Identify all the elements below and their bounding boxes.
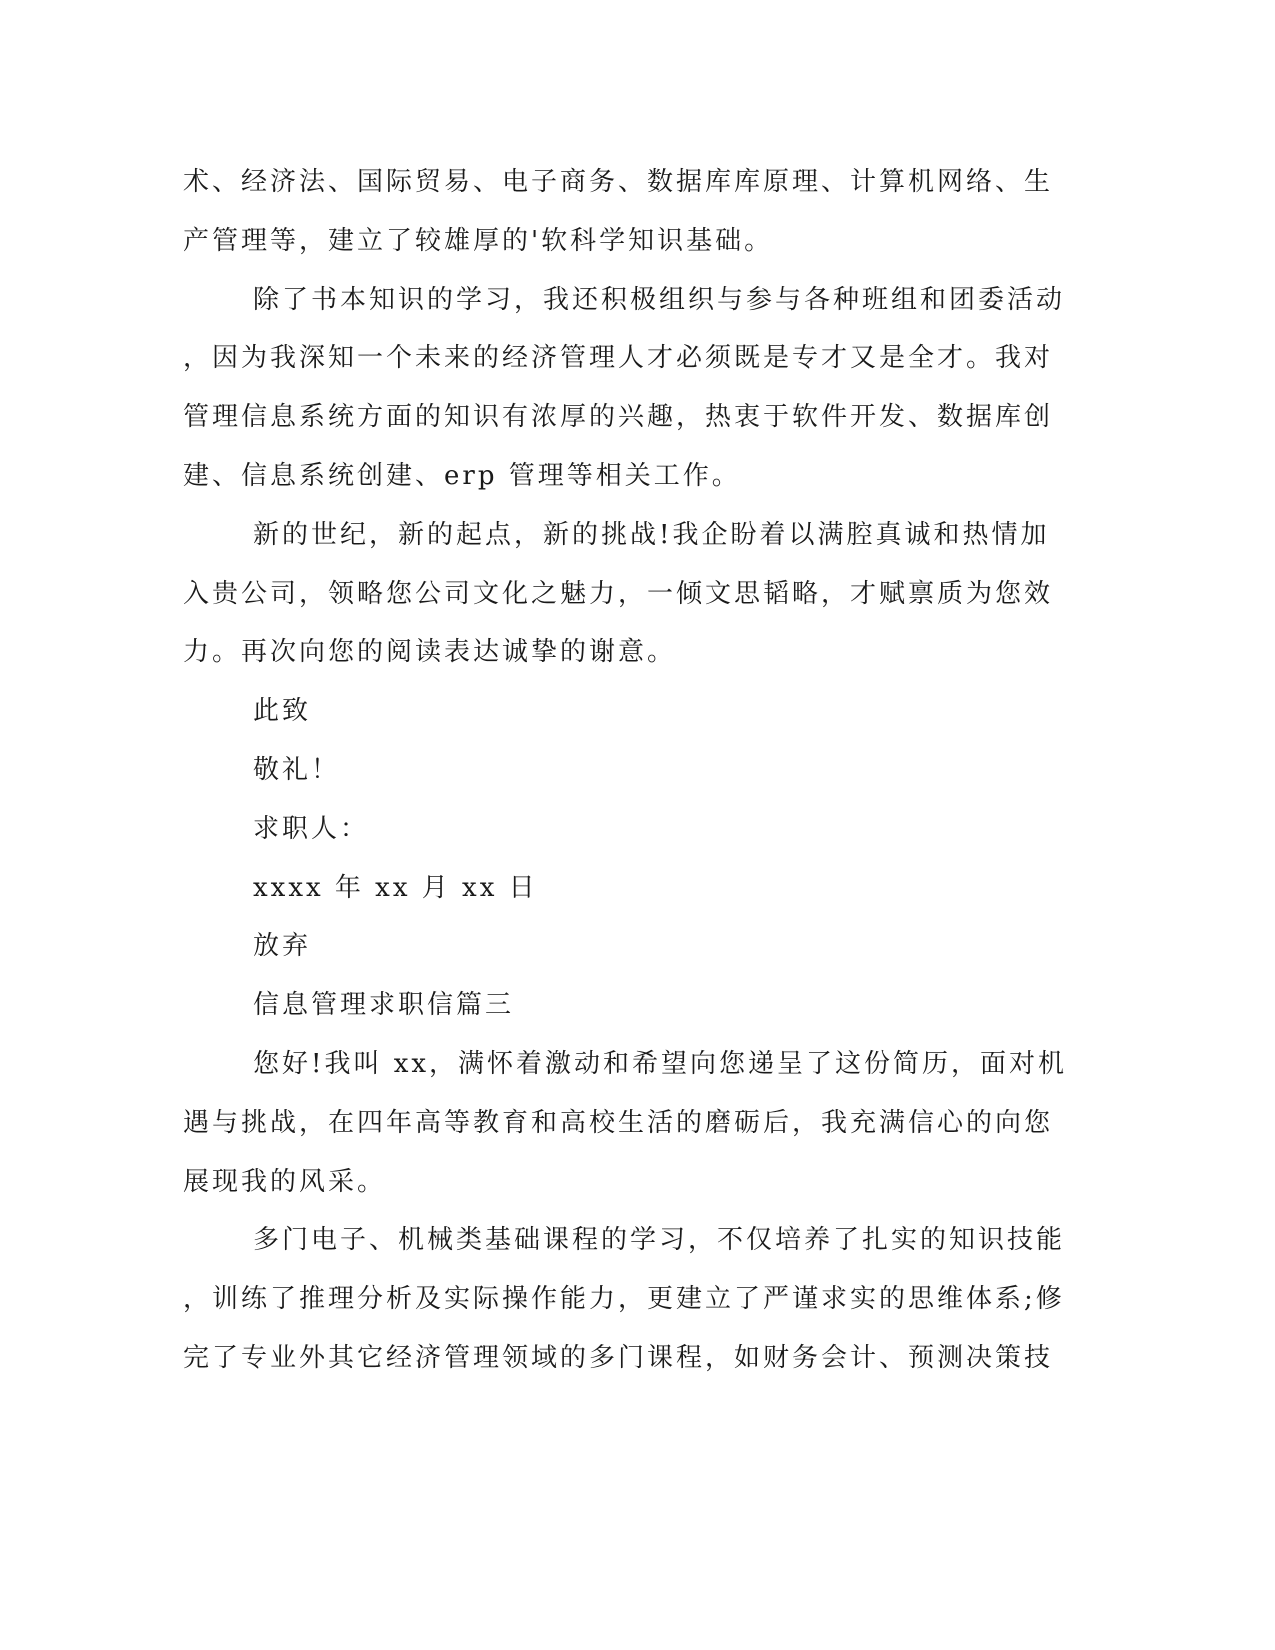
- paragraph-line: 入贵公司，领略您公司文化之魅力，一倾文思韬略，才赋禀质为您效: [183, 578, 1054, 609]
- paragraph-line: ，训练了推理分析及实际操作能力，更建立了严谨求实的思维体系;修: [183, 1284, 1065, 1315]
- closing-regards: 敬礼！: [253, 754, 341, 785]
- paragraph-line: 完了专业外其它经济管理领域的多门课程，如财务会计、预测决策技: [183, 1342, 1054, 1373]
- paragraph-line: 展现我的风采。: [183, 1166, 387, 1197]
- paragraph-line: 建、信息系统创建、erp 管理等相关工作。: [183, 460, 741, 491]
- paragraph-line: 放弃: [253, 931, 312, 962]
- paragraph-line: 新的世纪，新的起点，新的挑战!我企盼着以满腔真诚和热情加: [253, 519, 1050, 550]
- date-line: xxxx 年 xx 月 xx 日: [253, 872, 538, 903]
- paragraph-line: 管理信息系统方面的知识有浓厚的兴趣，热衷于软件开发、数据库创: [183, 402, 1054, 433]
- closing-salutation: 此致: [253, 696, 312, 727]
- section-heading: 信息管理求职信篇三: [253, 990, 515, 1021]
- paragraph-line: 术、经济法、国际贸易、电子商务、数据库库原理、计算机网络、生: [183, 167, 1054, 197]
- paragraph-line: 除了书本知识的学习，我还积极组织与参与各种班组和团委活动: [253, 284, 1066, 315]
- paragraph-line: 多门电子、机械类基础课程的学习，不仅培养了扎实的知识技能: [253, 1225, 1066, 1256]
- document-body: [183, 153, 1068, 1388]
- paragraph-line: 遇与挑战，在四年高等教育和高校生活的磨砺后，我充满信心的向您: [183, 1107, 1054, 1138]
- applicant-label: 求职人：: [253, 813, 370, 844]
- paragraph-line: ，因为我深知一个未来的经济管理人才必须既是专才又是全才。我对: [183, 343, 1054, 374]
- paragraph-line: 产管理等，建立了较雄厚的'软科学知识基础。: [183, 225, 774, 256]
- paragraph-line: 力。再次向您的阅读表达诚挚的谢意。: [183, 637, 677, 668]
- paragraph-line: 您好!我叫 xx，满怀着激动和希望向您递呈了这份简历，面对机: [253, 1048, 1068, 1079]
